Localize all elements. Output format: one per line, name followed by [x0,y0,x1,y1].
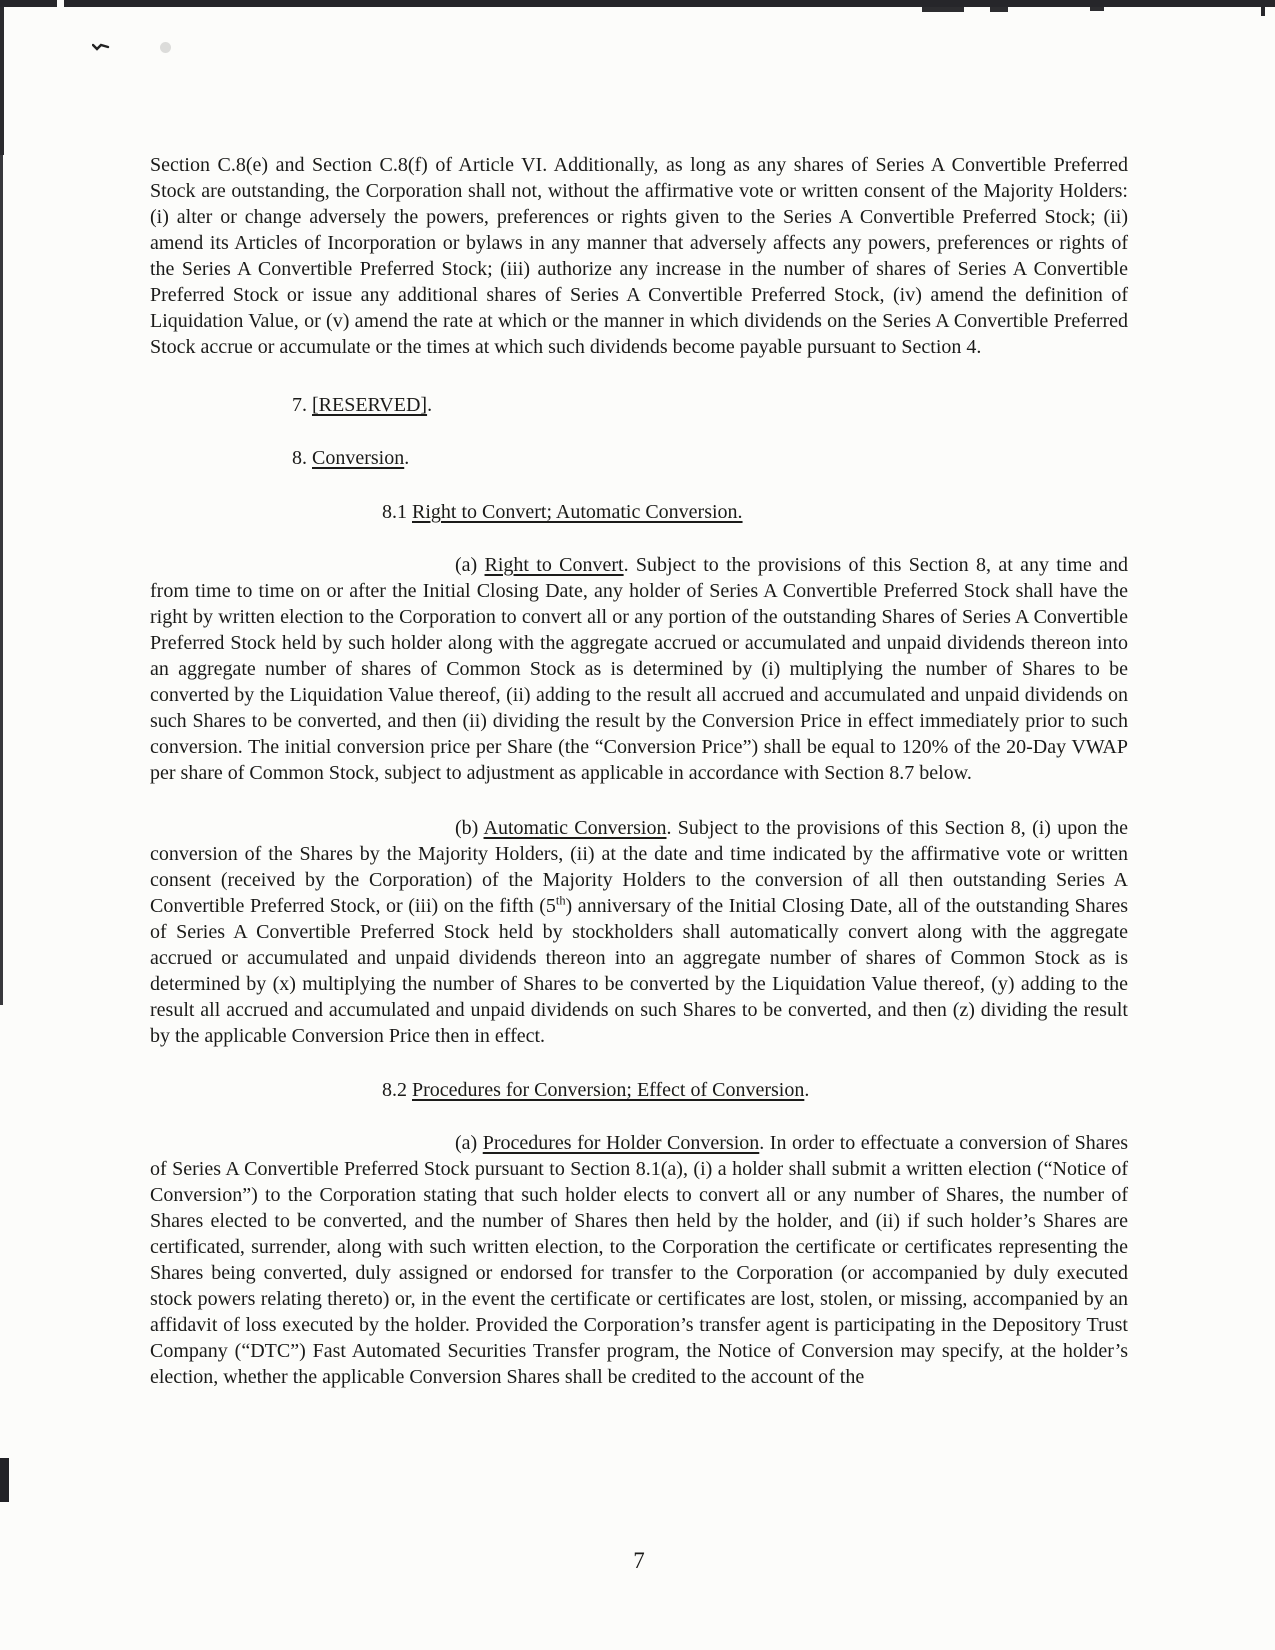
clause-b-body-2: ) anniversary of the Initial Closing Date, all of the outstanding Shares of Series A Convertible Preferred Stock held by stockholders shall automatically convert along with the aggregate accrued or accumulated and unpaid dividends thereon into an aggregate number of shares of Common Stock as is determined by (x) multiplying the number of Shares to be converted by the Liquidation Value thereof, (y) adding to the result all accrued and accumulated and unpaid dividends on such Shares to be converted, and then (z) dividing the result by the applicable Conversion Price then in effect. [150,895,1128,1047]
section-8-2-period: . [804,1079,810,1101]
section-7-number: 7. [292,394,307,416]
section-7-heading [150,392,1128,418]
section-8-1-number: 8.1 [382,501,407,523]
clause-b-label: (b) [455,817,479,839]
section-8-number: 8. [292,447,307,469]
clause-a2-lead: Procedures for Holder Conversion [482,1132,760,1154]
paragraph-right-to-convert [150,552,1128,786]
page-number: 7 [633,1548,645,1573]
section-8-period: . [404,447,410,469]
section-8-1-heading [150,499,1128,525]
scan-bar-top [0,0,1275,7]
scan-line-left [0,7,4,155]
section-8-heading [150,445,1128,471]
scan-dash-mark [922,7,964,12]
clause-a-lead: Right to Convert [484,554,624,576]
document-body [150,152,1128,1390]
clause-b-body-1: . Subject to the provisions of this Section 8, (i) upon the conversion of the Shares by the Majority Holders, (ii) at the date and time indicated by the affirmative vote or written consent (received by the Corporation) of the Majority Holders to the conversion of all then outstanding Series A Convertible Preferred Stock, or (iii) on the fifth (5 [150,817,1128,917]
clause-a-label: (a) [455,554,478,576]
section-7-title: [RESERVED] [312,394,428,416]
clause-b-lead: Automatic Conversion [483,817,667,839]
clause-a2-label: (a) [455,1132,478,1154]
clause-a-body: . Subject to the provisions of this Section 8, at any time and from time to time on or after the Initial Closing Date, any holder of Series A Convertible Preferred Stock shall have the right by written election to the Corporation to convert all or any portion of the outstanding Shares of Series A Convertible Preferred Stock held by such holder along with the aggregate accrued or accumulated and unpaid dividends thereon into an aggregate number of shares of Common Stock as is determined by (i) multiplying the number of Shares to be converted by the Liquidation Value thereof, (ii) adding to the result all accrued and accumulated and unpaid dividends on such Shares to be converted, and then (ii) dividing the result by the Conversion Price in effect immediately prior to such conversion. The initial conversion price per Share (the “Conversion Price”) shall be equal to 120% of the 20-Day VWAP per share of Common Stock, subject to adjustment as applicable in accordance with Section 8.7 below. [150,554,1128,784]
scan-smudge [160,42,171,53]
scan-nub-left [0,1458,9,1502]
section-8-2-title: Procedures for Conversion; Effect of Conversion [412,1079,805,1101]
paragraph-procedures-holder-conversion [150,1130,1128,1390]
handwritten-check-icon [92,40,110,52]
paragraph-continuation: Section C.8(e) and Section C.8(f) of Article VI. Additionally, as long as any shares of Series A Convertible Preferred Stock are outstanding, the Corporation shall not, without the affirmative vote or written consent of the Majority Holders: (i) alter or change adversely the powers, preferences or rights given to the Series A Convertible Preferred Stock; (ii) amend its Articles of Incorporation or bylaws in any manner that adversely affects any powers, preferences or rights of the Series A Convertible Preferred Stock; (iii) authorize any increase in the number of shares of Series A Convertible Preferred Stock or issue any additional shares of Series A Convertible Preferred Stock, (iv) amend the definition of Liquidation Value, or (v) amend the rate at which or the manner in which dividends on the Series A Convertible Preferred Stock accrue or accumulate or the times at which such dividends become payable pursuant to Section 4. [150,154,1128,358]
scan-line-left [0,155,3,1005]
scan-tick-right [1261,0,1265,16]
scan-bar-top-gap [57,0,64,7]
paragraph-automatic-conversion [150,815,1128,1049]
ordinal-superscript: th [555,893,566,908]
scan-dash-mark [990,7,1008,12]
clause-a2-body: . In order to effectuate a conversion of Shares of Series A Convertible Preferred Stock pursuant to Section 8.1(a), (i) a holder shall submit a written election (“Notice of Conversion”) to the Corporation stating that such holder elects to convert all or any number of Shares, the number of Shares elected to be converted, and the number of Shares then held by the holder, and (ii) if such holder’s Shares are certificated, surrender, along with such written election, to the Corporation the certificate or certificates representing the Shares being converted, duly assigned or endorsed for transfer to the Corporation (or accompanied by duly executed stock powers relating thereto) or, in the event the certificate or certificates are lost, stolen, or missing, accompanied by an affidavit of loss executed by the holder. Provided the Corporation’s transfer agent is participating in the Depository Trust Company (“DTC”) Fast Automated Securities Transfer program, the Notice of Conversion may specify, at the holder’s election, whether the applicable Conversion Shares shall be credited to the account of the [150,1132,1128,1388]
section-8-2-heading [150,1077,1128,1103]
section-8-1-title: Right to Convert; Automatic Conversion. [412,501,743,523]
section-7-period: . [427,394,433,416]
section-8-2-number: 8.2 [382,1079,407,1101]
section-8-title: Conversion [312,447,405,469]
scan-dash-mark [1090,7,1104,11]
